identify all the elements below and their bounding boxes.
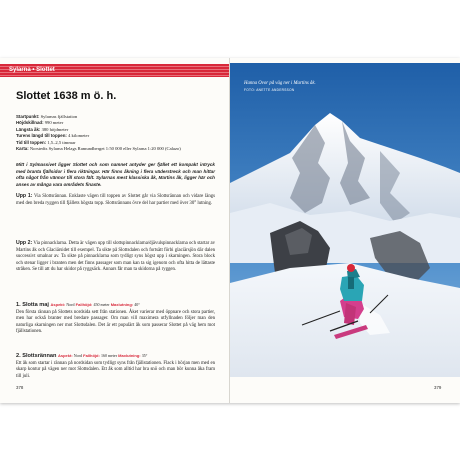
route-2-text: Ett åk som startar i rännan på nordsidan som tydligt syns från fjällstationen. Flack i början men med en skarp kontur på vägen ner mot Slottsdalen. Ett åk som alltid har bra snö och man bör kunna åka fram till juli.: [16, 360, 215, 379]
page-title: Slottet 1638 m ö. h.: [16, 90, 117, 102]
left-page: [0, 58, 230, 403]
ascent-1-text: Via Slottsrännan. Enklaste vägen till toppen av Slottet går via Slottsrännan och vidare längs med den breda ryggen till fjällets högsta topp. Slottsrännans övre del har partier med över 30° lutning.: [16, 194, 215, 206]
facts-list: [16, 114, 216, 152]
ascent-1-paragraph: [16, 193, 215, 207]
route-2-heading: 2. Slottsrännan Aspekt: Nord Fallhöjd: 160 meter Maxlutning: 35°: [16, 353, 148, 359]
ascent-2-paragraph: [16, 240, 215, 274]
book-spread: [0, 58, 460, 403]
fact-row: Turens längd till toppen: 4 kilometer: [16, 133, 90, 139]
ascent-1-lead: Upp 1:: [16, 193, 33, 199]
ascent-2-lead: Upp 2:: [16, 240, 33, 246]
fact-row: Tid till toppen: 1,5–2,5 timmar: [16, 139, 76, 145]
fact-row: Startpunkt: Sylarnas fjällstation: [16, 114, 78, 119]
caption-text: Hanna Ovor på väg ner i Martins åk.: [244, 81, 316, 86]
ascent-2-text: Via pinnacklarna. Detta är vägen upp till slottspinnacklarna/djävulspinnacklarna och startar av Martins åk och Glaciärsidet till exempel. Ta sikte på Slottsdalen och fortsätt förbi glaciärsjön där dalen successivt smalnar av. Ta sikte på pinnacklarna som tydligt syns högst upp i skarningen. Stora block och stenar ligger i branten men det finns passager som man kan ta sig igenom och ofta hitta de lättaste stråken. Se till att du har skidor på ryggsäck. Annars får man ta skidorna på ryggen.: [16, 241, 215, 273]
page-number-right: 379: [434, 385, 442, 390]
right-page: [230, 58, 460, 403]
route-2-section: [16, 352, 215, 380]
fact-row: Karta: Norstedts Sylarna Helags Ramundberget 1:50 000 eller Sylarna 1:20 000 (Calazo): [16, 146, 181, 152]
photo-caption: [244, 81, 364, 92]
fact-row: Höjdskillnad: 990 meter: [16, 120, 64, 126]
photo-credit: FOTO: ANETTE ANDERSSON: [244, 88, 295, 92]
header-label: Sylarna • Slottet: [9, 67, 55, 73]
ski-photo: [230, 63, 460, 377]
route-1-section: [16, 301, 215, 336]
page-number-left: 378: [16, 385, 24, 390]
mountain-skier-illustration: [230, 63, 460, 377]
route-1-text: Den första rännan på Slottets nordsida sett från stationen. Åket varierar med öppnare och stora partier, men har också branter med bredare passager. Om man vill maximera utfyllnaden följer man den naturliga skarningen ner mot Slottsdalen. Det är ett populärt åk som passerar Slottet på väg hem mot fjällstationen.: [16, 309, 215, 335]
route-1-heading: 1. Slotta maj Aspekt: Nord Fallhöjd: 450 meter Maxlutning: 40°: [16, 302, 140, 308]
intro-paragraph: Mitt i Sylmassivet ligger Slottet och som namnet antyder ger fjället ett kompakt intryck med branta fjällsidor i flera riktningar. Här finns åkning i flera väderstreck och man hittar ofta något från vännor till stora fält. Sylarnas mest klassiska åk, Martins åk, ligger här och anses av många vara områdets finaste.: [16, 162, 215, 187]
fact-row: Längsta åk: 380 höjdmeter: [16, 126, 69, 132]
